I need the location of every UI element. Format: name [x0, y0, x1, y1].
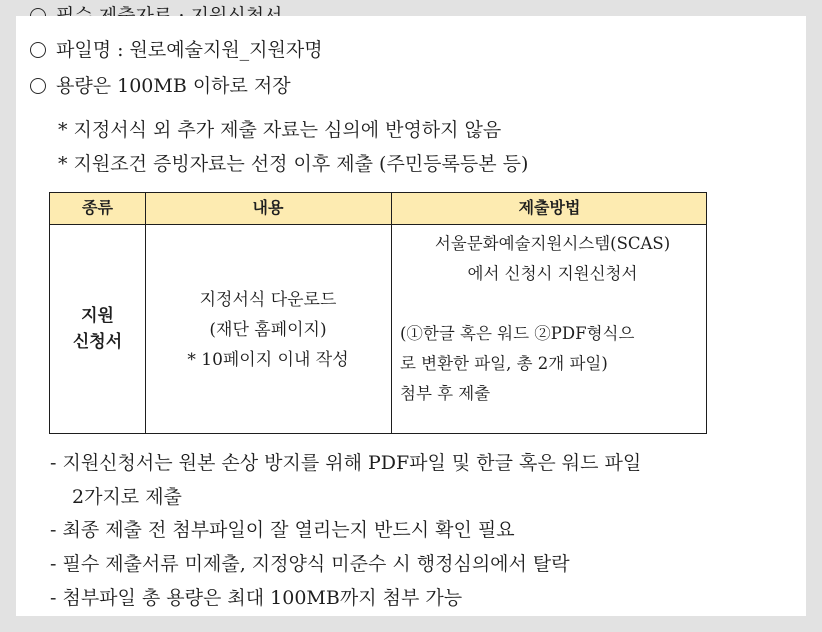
header-kind: 종류	[82, 198, 113, 217]
bullet-item	[30, 38, 323, 62]
dash-item-continuation: 2가지로 제출	[72, 486, 182, 508]
header-method: 제출방법	[518, 198, 581, 217]
column-divider	[391, 193, 392, 433]
content-line: * 10페이지 이내 작성	[187, 350, 349, 370]
note-line: * 지정서식 외 추가 제출 자료는 심의에 반영하지 않음	[58, 119, 502, 141]
method-line: 첨부 후 제출	[400, 384, 491, 403]
header-content: 내용	[252, 198, 284, 217]
kind-line: 신청서	[72, 332, 123, 352]
method-spacer	[400, 289, 705, 319]
circle-bullet-icon	[30, 42, 46, 58]
kind-cell	[50, 303, 145, 355]
method-line: 로 변환한 파일, 총 2개 파일)	[400, 354, 608, 373]
content-line: (재단 홈페이지)	[209, 320, 327, 340]
submission-table	[49, 192, 707, 434]
method-line: (①한글 혹은 워드 ②PDF형식으	[400, 324, 635, 343]
dash-item: - 필수 제출서류 미제출, 지정양식 미준수 시 행정심의에서 탈락	[50, 553, 570, 575]
content-line: 지정서식 다운로드	[199, 290, 337, 310]
bullet-text: 용량은 100MB 이하로 저장	[56, 75, 291, 97]
dash-item: - 최종 제출 전 첨부파일이 잘 열리는지 반드시 확인 필요	[50, 519, 515, 541]
method-line: 에서 신청시 지원신청서	[467, 264, 638, 283]
circle-bullet-icon	[30, 78, 46, 94]
note-line: * 지원조건 증빙자료는 선정 이후 제출 (주민등록등본 등)	[58, 153, 529, 175]
method-line: 서울문화예술지원시스템(SCAS)	[434, 234, 671, 253]
content-cell	[145, 285, 391, 375]
document-page	[16, 16, 806, 616]
dash-item: - 첨부파일 총 용량은 최대 100MB까지 첨부 가능	[50, 587, 463, 609]
bullet-item	[30, 74, 291, 98]
kind-line: 지원	[81, 306, 114, 326]
bullet-text: 파일명 : 원로예술지원_지원자명	[56, 39, 323, 61]
method-cell	[400, 229, 705, 409]
dash-item: - 지원신청서는 원본 손상 방지를 위해 PDF파일 및 한글 혹은 워드 파일	[50, 452, 642, 474]
